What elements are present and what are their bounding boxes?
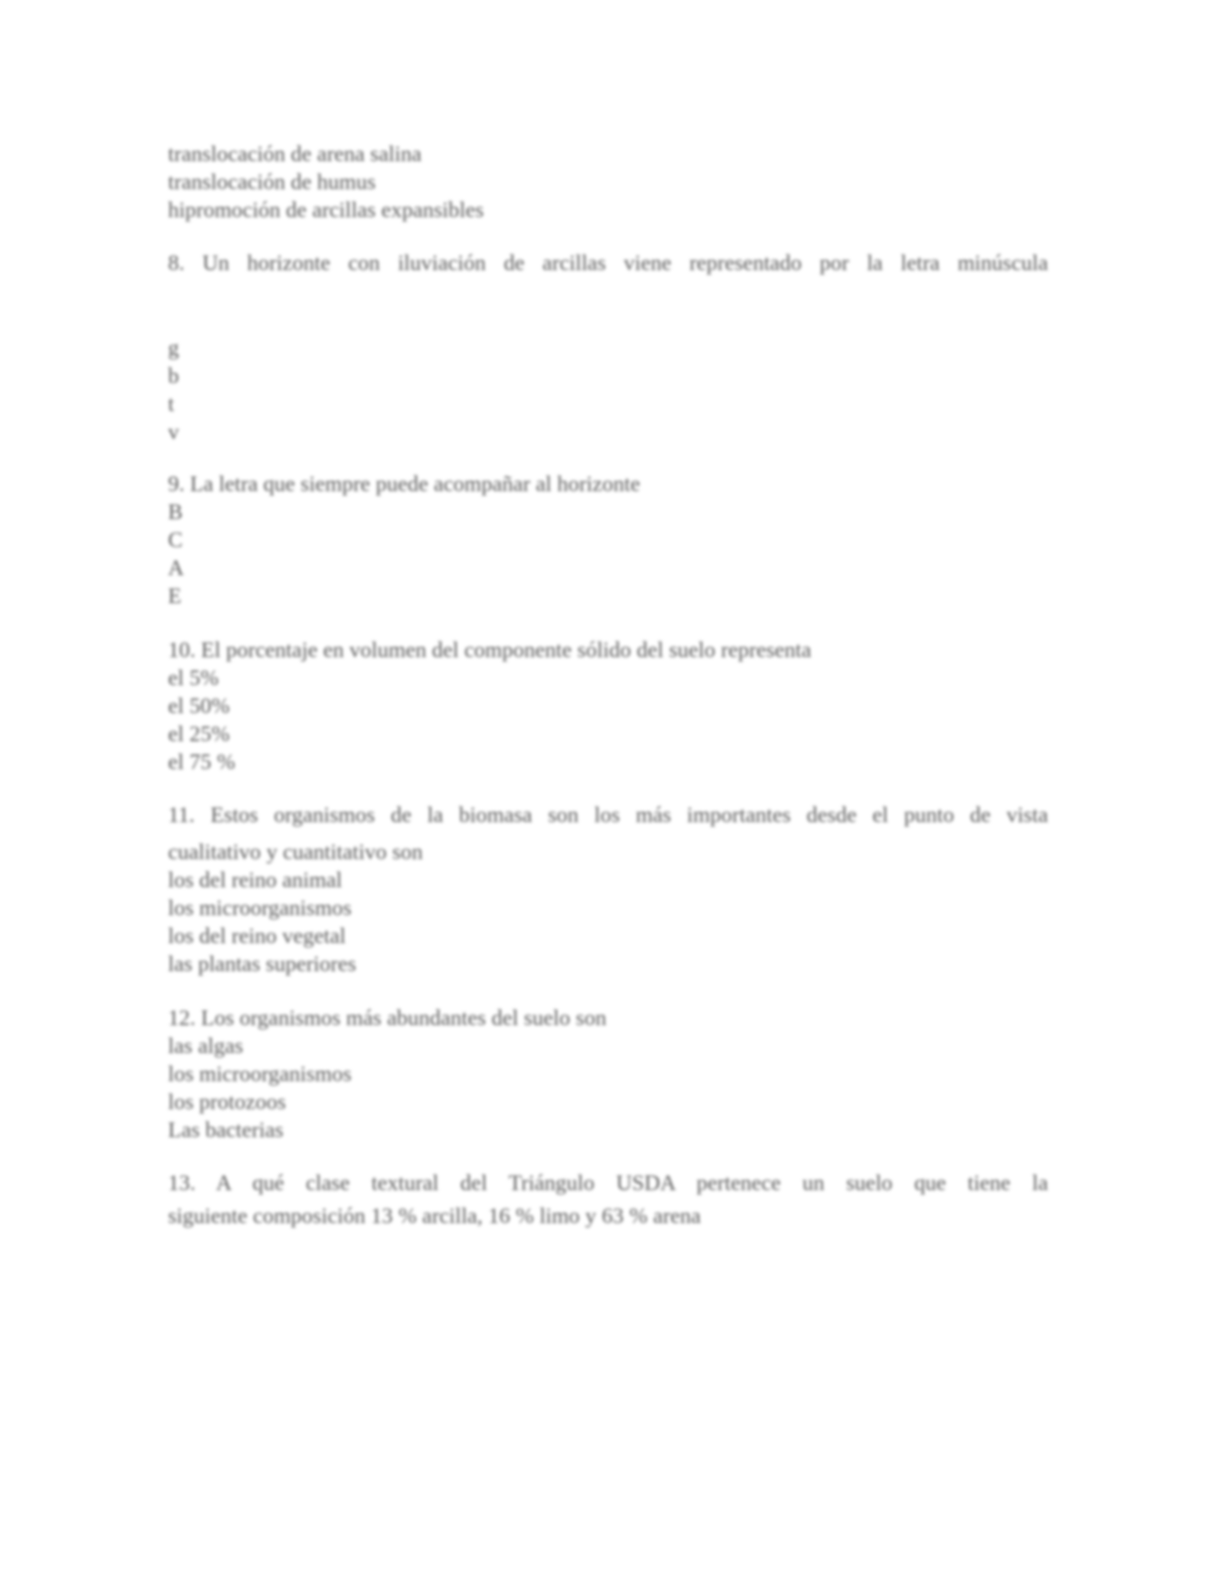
question-text: siguiente composición 13 % arcilla, 16 % limo y 63 % arena — [168, 1203, 701, 1228]
option-line: los del reino animal — [168, 867, 343, 892]
question-text: 11. Estos organismos de la biomasa son los más importantes desde el punto de vista — [168, 802, 1048, 827]
option-line: los microorganismos — [168, 1061, 352, 1086]
option-line: C — [168, 527, 183, 552]
option-line: hipromoción de arcillas expansibles — [168, 197, 484, 222]
option-line: el 25% — [168, 721, 230, 746]
question-text: 8. Un horizonte con iluviación de arcillas viene representado por la letra minúscula — [168, 250, 1048, 275]
question-12 — [168, 1004, 1048, 1144]
question-text: 10. El porcentaje en volumen del componente sólido del suelo representa — [168, 637, 812, 662]
option-line: las plantas superiores — [168, 951, 357, 976]
question-9 — [168, 470, 1048, 610]
question-8 — [168, 250, 1048, 276]
option-line: translocación de arena salina — [168, 141, 422, 166]
option-line: v — [168, 419, 179, 444]
question-8-options — [168, 334, 1048, 446]
question-text: 9. La letra que siempre puede acompañar al horizonte — [168, 471, 641, 496]
option-line: el 50% — [168, 693, 230, 718]
option-line: b — [168, 363, 179, 388]
question-11 — [168, 800, 1048, 978]
question-10 — [168, 636, 1048, 776]
option-line: los del reino vegetal — [168, 923, 346, 948]
question-text: 12. Los organismos más abundantes del suelo son — [168, 1005, 607, 1030]
question-13 — [168, 1168, 1048, 1230]
intro-options — [168, 140, 1048, 224]
option-line: el 5% — [168, 665, 219, 690]
option-line: A — [168, 555, 184, 580]
option-line: el 75 % — [168, 749, 236, 774]
question-text: 13. A qué clase textural del Triángulo USDA pertenece un suelo que tiene la — [168, 1170, 1048, 1195]
option-line: E — [168, 583, 182, 608]
question-text: cualitativo y cuantitativo son — [168, 839, 423, 864]
option-line: B — [168, 499, 183, 524]
option-line: t — [168, 391, 175, 416]
option-line: los protozoos — [168, 1089, 286, 1114]
option-line: Las bacterias — [168, 1117, 284, 1142]
option-line: translocación de humus — [168, 169, 376, 194]
option-line: las algas — [168, 1033, 244, 1058]
option-line: g — [168, 335, 179, 360]
option-line: los microorganismos — [168, 895, 352, 920]
